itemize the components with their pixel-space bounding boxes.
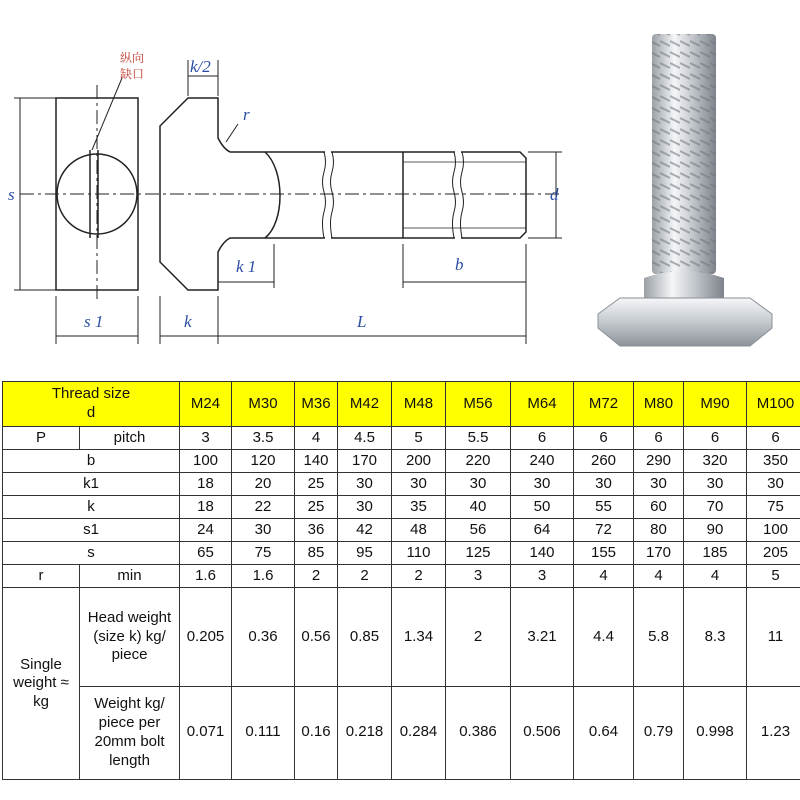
value-cell: 30 xyxy=(232,519,295,542)
size-m36: M36 xyxy=(295,382,338,427)
value-cell: 170 xyxy=(338,450,392,473)
value-cell: 220 xyxy=(446,450,511,473)
weight-value-cell: 0.36 xyxy=(232,588,295,686)
weight-value-cell: 1.34 xyxy=(392,588,446,686)
label-d: d xyxy=(550,185,559,204)
weight-sublabel: Weight kg/ piece per 20mm bolt length xyxy=(80,686,180,779)
value-cell: 30 xyxy=(747,473,800,496)
value-cell: 5 xyxy=(392,427,446,450)
row-label: b xyxy=(3,450,180,473)
value-cell: 72 xyxy=(574,519,634,542)
row-k1 xyxy=(3,473,800,496)
row-label: k1 xyxy=(3,473,180,496)
value-cell: 24 xyxy=(180,519,232,542)
size-m64: M64 xyxy=(511,382,574,427)
value-cell: 40 xyxy=(446,496,511,519)
label-k-half: k/2 xyxy=(190,57,211,76)
size-m42: M42 xyxy=(338,382,392,427)
row-sublabel: min xyxy=(80,565,180,588)
value-cell: 80 xyxy=(634,519,684,542)
value-cell: 30 xyxy=(634,473,684,496)
value-cell: 50 xyxy=(511,496,574,519)
weight-value-cell: 11 xyxy=(747,588,800,686)
size-m80: M80 xyxy=(634,382,684,427)
weight-value-cell: 0.64 xyxy=(574,686,634,779)
value-cell: 4 xyxy=(634,565,684,588)
value-cell: 95 xyxy=(338,542,392,565)
value-cell: 1.6 xyxy=(232,565,295,588)
value-cell: 85 xyxy=(295,542,338,565)
row-label: P xyxy=(3,427,80,450)
weight-value-cell: 0.111 xyxy=(232,686,295,779)
value-cell: 6 xyxy=(684,427,747,450)
row-r xyxy=(3,565,800,588)
weight-value-cell: 2 xyxy=(446,588,511,686)
value-cell: 18 xyxy=(180,496,232,519)
size-m56: M56 xyxy=(446,382,511,427)
value-cell: 22 xyxy=(232,496,295,519)
weight-value-cell: 0.506 xyxy=(511,686,574,779)
row-label: k xyxy=(3,496,180,519)
value-cell: 4 xyxy=(295,427,338,450)
note-longitudinal: 纵向 xyxy=(120,51,145,65)
label-s: s xyxy=(8,185,15,204)
label-s1: s 1 xyxy=(84,312,104,331)
row-s xyxy=(3,542,800,565)
value-cell: 2 xyxy=(295,565,338,588)
value-cell: 30 xyxy=(338,473,392,496)
size-m48: M48 xyxy=(392,382,446,427)
weight-value-cell: 4.4 xyxy=(574,588,634,686)
row-sublabel: pitch xyxy=(80,427,180,450)
value-cell: 200 xyxy=(392,450,446,473)
value-cell: 4.5 xyxy=(338,427,392,450)
row-b xyxy=(3,450,800,473)
value-cell: 205 xyxy=(747,542,800,565)
weight-row xyxy=(3,686,800,779)
value-cell: 18 xyxy=(180,473,232,496)
weight-value-cell: 0.85 xyxy=(338,588,392,686)
value-cell: 42 xyxy=(338,519,392,542)
value-cell: 4 xyxy=(574,565,634,588)
weight-row xyxy=(3,588,800,686)
value-cell: 75 xyxy=(747,496,800,519)
weight-value-cell: 0.56 xyxy=(295,588,338,686)
weight-sublabel: Head weight (size k) kg/ piece xyxy=(80,588,180,686)
weight-value-cell: 5.8 xyxy=(634,588,684,686)
value-cell: 120 xyxy=(232,450,295,473)
note-notch: 缺口 xyxy=(120,67,145,81)
technical-drawing xyxy=(0,0,580,375)
row-k xyxy=(3,496,800,519)
weight-value-cell: 0.16 xyxy=(295,686,338,779)
weight-value-cell: 0.071 xyxy=(180,686,232,779)
label-k1: k 1 xyxy=(236,257,257,276)
value-cell: 30 xyxy=(511,473,574,496)
value-cell: 3 xyxy=(180,427,232,450)
weight-value-cell: 0.205 xyxy=(180,588,232,686)
value-cell: 55 xyxy=(574,496,634,519)
thread-size-label: Thread size xyxy=(51,385,131,403)
thread-size-header xyxy=(3,382,180,427)
header-row xyxy=(3,382,800,427)
value-cell: 3 xyxy=(511,565,574,588)
value-cell: 60 xyxy=(634,496,684,519)
value-cell: 125 xyxy=(446,542,511,565)
row-P xyxy=(3,427,800,450)
value-cell: 30 xyxy=(574,473,634,496)
value-cell: 240 xyxy=(511,450,574,473)
value-cell: 185 xyxy=(684,542,747,565)
value-cell: 140 xyxy=(295,450,338,473)
weight-value-cell: 1.23 xyxy=(747,686,800,779)
value-cell: 6 xyxy=(574,427,634,450)
value-cell: 320 xyxy=(684,450,747,473)
weight-value-cell: 0.218 xyxy=(338,686,392,779)
value-cell: 5 xyxy=(747,565,800,588)
value-cell: 6 xyxy=(634,427,684,450)
value-cell: 170 xyxy=(634,542,684,565)
value-cell: 2 xyxy=(338,565,392,588)
weight-value-cell: 0.284 xyxy=(392,686,446,779)
weight-value-cell: 0.998 xyxy=(684,686,747,779)
t-bolt-photo xyxy=(590,28,780,368)
size-m72: M72 xyxy=(574,382,634,427)
value-cell: 20 xyxy=(232,473,295,496)
value-cell: 30 xyxy=(684,473,747,496)
row-label: s xyxy=(3,542,180,565)
row-label: s1 xyxy=(3,519,180,542)
size-m100: M100 xyxy=(747,382,800,427)
label-L: L xyxy=(357,312,367,331)
value-cell: 260 xyxy=(574,450,634,473)
spec-table xyxy=(2,381,800,780)
value-cell: 90 xyxy=(684,519,747,542)
weight-value-cell: 3.21 xyxy=(511,588,574,686)
value-cell: 5.5 xyxy=(446,427,511,450)
thread-size-label: d xyxy=(86,404,96,422)
value-cell: 100 xyxy=(180,450,232,473)
value-cell: 70 xyxy=(684,496,747,519)
value-cell: 25 xyxy=(295,473,338,496)
label-b: b xyxy=(455,255,464,274)
size-m90: M90 xyxy=(684,382,747,427)
weight-value-cell: 8.3 xyxy=(684,588,747,686)
weight-value-cell: 0.79 xyxy=(634,686,684,779)
value-cell: 56 xyxy=(446,519,511,542)
weight-value-cell: 0.386 xyxy=(446,686,511,779)
value-cell: 36 xyxy=(295,519,338,542)
value-cell: 3.5 xyxy=(232,427,295,450)
value-cell: 4 xyxy=(684,565,747,588)
value-cell: 6 xyxy=(511,427,574,450)
value-cell: 30 xyxy=(338,496,392,519)
value-cell: 100 xyxy=(747,519,800,542)
value-cell: 6 xyxy=(747,427,800,450)
value-cell: 350 xyxy=(747,450,800,473)
row-label: r xyxy=(3,565,80,588)
value-cell: 3 xyxy=(446,565,511,588)
value-cell: 1.6 xyxy=(180,565,232,588)
row-s1 xyxy=(3,519,800,542)
value-cell: 2 xyxy=(392,565,446,588)
size-m30: M30 xyxy=(232,382,295,427)
size-m24: M24 xyxy=(180,382,232,427)
value-cell: 140 xyxy=(511,542,574,565)
label-k: k xyxy=(184,312,192,331)
value-cell: 25 xyxy=(295,496,338,519)
value-cell: 110 xyxy=(392,542,446,565)
value-cell: 30 xyxy=(446,473,511,496)
value-cell: 155 xyxy=(574,542,634,565)
single-weight-label: Single weight ≈ kg xyxy=(3,588,80,780)
value-cell: 35 xyxy=(392,496,446,519)
value-cell: 64 xyxy=(511,519,574,542)
value-cell: 290 xyxy=(634,450,684,473)
value-cell: 65 xyxy=(180,542,232,565)
value-cell: 75 xyxy=(232,542,295,565)
value-cell: 30 xyxy=(392,473,446,496)
label-r: r xyxy=(243,105,250,124)
value-cell: 48 xyxy=(392,519,446,542)
